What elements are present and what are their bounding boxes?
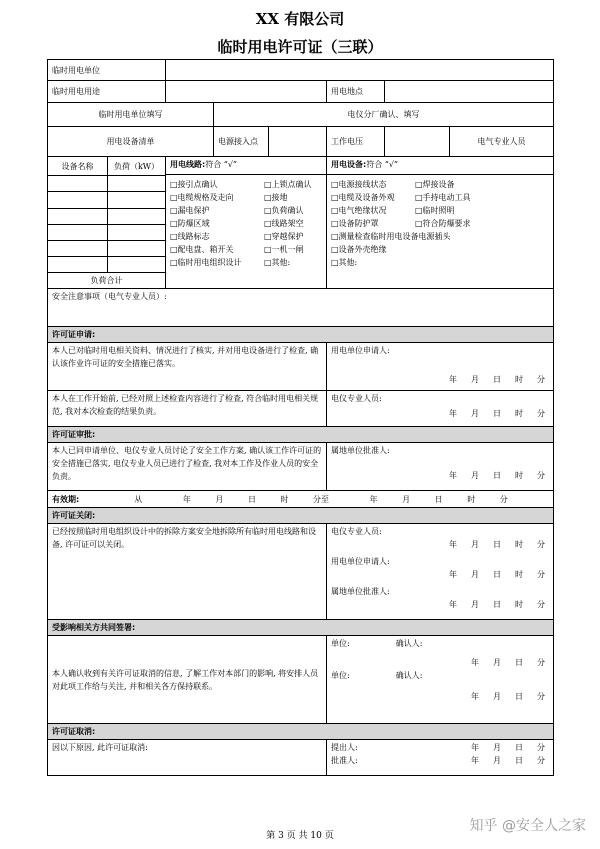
label-equip-load: 负荷（kW） xyxy=(108,157,166,176)
affected-confirm-label: 确认人: xyxy=(395,671,423,680)
device-check-item[interactable]: □电气绝缘状况 xyxy=(331,206,387,215)
section-apply: 许可证申请: xyxy=(48,327,554,343)
line-title: 用电线路: xyxy=(170,160,206,169)
equip-name-cell[interactable] xyxy=(48,176,108,192)
label-power-point: 电源接入点 xyxy=(214,127,269,157)
apply-sign-1[interactable] xyxy=(327,343,554,391)
label-voltage: 工作电压 xyxy=(327,127,385,157)
date-line: 年 月 日 分 xyxy=(471,756,545,765)
device-check-item[interactable]: □设备外壳绝缘 xyxy=(331,245,387,254)
approver-label: 属地单位批准人: xyxy=(331,446,390,455)
apply-signer-label: 用电单位申请人: xyxy=(331,346,390,355)
line-check-item[interactable]: □临时用电组织设计 xyxy=(170,258,242,267)
section-affected: 受影响相关方共同签署: xyxy=(48,620,554,636)
date-line: 年 月 日 分 xyxy=(471,743,545,752)
label-unit: 临时用电单位 xyxy=(48,60,166,81)
safety-notes[interactable]: 安全注意事项（电气专业人员）: xyxy=(48,289,554,327)
device-check-item[interactable]: □焊接设备 xyxy=(415,180,455,189)
line-check-item[interactable]: □防爆区域 xyxy=(170,219,210,228)
device-check-item[interactable]: □电源接线状态 xyxy=(331,180,387,189)
permit-form xyxy=(47,59,554,776)
label-purpose: 临时用电用途 xyxy=(48,81,166,103)
line-check-item[interactable]: □其他: xyxy=(264,258,291,267)
equip-name-cell[interactable] xyxy=(48,225,108,241)
date-line: 年 月 日 时 分 xyxy=(449,375,545,384)
close-signer-1: 电仪专业人员: xyxy=(331,527,382,536)
line-check-item[interactable]: □上锁点确认 xyxy=(264,180,312,189)
field-purpose[interactable] xyxy=(166,81,327,103)
line-check-item[interactable]: □线路架空 xyxy=(264,219,304,228)
approve-statement: 本人已同申请单位、电仪专业人员讨论了安全工作方案, 确认该工作许可证的安全措施已落实, 电仪专业人员已进行了检查, 我对本工作及作业人员的安全负责。 xyxy=(48,443,327,491)
apply-statement-1: 本人已对临时用电相关资料、情况进行了核实, 并对用电设备进行了检查, 确认该作业许可证的安全措施已落实。 xyxy=(48,343,327,391)
validity-to: 分至 xyxy=(313,494,330,504)
line-check-item[interactable]: □一机一闸 xyxy=(264,245,304,254)
cancel-reason[interactable]: 因以下原因, 此许可证取消: xyxy=(48,740,327,776)
date-line: 年 月 日 时 分 xyxy=(449,471,545,480)
affected-unit-label: 单位: xyxy=(331,639,350,648)
field-unit[interactable] xyxy=(166,60,554,81)
line-check-item[interactable]: □负荷确认 xyxy=(264,206,304,215)
affected-statement: 本人确认收到有关许可证取消的信息, 了解工作对本部门的影响, 将安排人员对此项工作给与关注, 并和相关各方保持联系。 xyxy=(48,636,327,724)
affected-unit-label: 单位: xyxy=(331,671,350,680)
field-voltage[interactable] xyxy=(385,127,450,157)
apply-sign-2[interactable] xyxy=(327,391,554,427)
device-check-item[interactable]: □其他: xyxy=(331,258,358,267)
close-signatures[interactable] xyxy=(327,524,554,620)
section-cancel: 许可证取消: xyxy=(48,724,554,740)
line-check-item[interactable]: □线路标志 xyxy=(170,232,210,241)
device-check-item[interactable]: □设备防护罩 xyxy=(331,219,379,228)
date-line: 年 月 日 时 分 xyxy=(449,570,545,579)
proposer-label: 提出人: xyxy=(331,743,358,752)
device-check-item[interactable]: □临时照明 xyxy=(415,206,455,215)
equip-load-cell[interactable] xyxy=(108,176,166,192)
device-check-item[interactable]: □手持电动工具 xyxy=(415,193,471,202)
date-line: 年 月 日 时 分 xyxy=(449,409,545,418)
cancel-signatures[interactable] xyxy=(327,740,554,776)
validity-from: 从 xyxy=(134,494,143,504)
equip-load-cell[interactable] xyxy=(108,225,166,241)
date-line: 年 月 日 分 xyxy=(471,658,545,667)
device-check-item[interactable]: □电缆及设备外观 xyxy=(331,193,395,202)
electrician-signer-label: 电仪专业人员: xyxy=(331,394,382,403)
equip-name-cell[interactable] xyxy=(48,209,108,225)
watermark: 知乎 @安全人之家 xyxy=(469,818,586,834)
date-line: 年 月 日 时 分 xyxy=(449,540,545,549)
document-title: 临时用电许可证（三联） xyxy=(217,38,383,56)
label-equip-name: 设备名称 xyxy=(48,157,108,176)
label-electrician: 电气专业人员 xyxy=(450,127,554,157)
line-checklist xyxy=(166,157,327,289)
section-close: 许可证关闭: xyxy=(48,508,554,524)
equip-load-cell[interactable] xyxy=(108,192,166,209)
equip-name-cell[interactable] xyxy=(48,241,108,257)
page-footer: 第 3 页 共 10 页 xyxy=(266,831,334,841)
line-check-item[interactable]: □接地 xyxy=(264,193,288,202)
validity-label: 有效期: xyxy=(52,494,80,504)
device-check-item[interactable]: □符合防爆要求 xyxy=(415,219,471,228)
line-check-item[interactable]: □配电盘、箱开关 xyxy=(170,245,234,254)
date-line: 年 月 日 时 分 xyxy=(449,600,545,609)
line-title-rest: 符合 “√” xyxy=(205,160,238,169)
equip-load-cell[interactable] xyxy=(108,209,166,225)
line-check-item[interactable]: □漏电保护 xyxy=(170,206,210,215)
device-check-item[interactable]: □测量检查临时用电设备电源插头 xyxy=(331,232,451,241)
date-line: 年 月 日 分 xyxy=(471,692,545,701)
approve-sign[interactable] xyxy=(327,443,554,491)
label-dept-fill: 电仪分厂确认、填写 xyxy=(214,103,554,127)
field-power-point[interactable] xyxy=(269,127,327,157)
device-checklist xyxy=(327,157,554,289)
close-statement: 已经按照临时用电组织设计中的拆除方案安全地拆除所有临时用电线路和设备, 许可证可以关闭。 xyxy=(48,524,327,620)
label-location: 用电地点 xyxy=(327,81,385,103)
equip-load-cell[interactable] xyxy=(108,257,166,273)
validity-row[interactable]: 有效期: 从 年 月 日 时 分至 年 月 日 时 分 xyxy=(48,491,554,508)
label-load-total: 负荷合计 xyxy=(48,273,166,289)
close-signer-2: 用电单位申请人: xyxy=(331,557,390,566)
apply-statement-2: 本人在工作开始前, 已经对照上述检查内容进行了检查, 符合临时用电相关规范, 我对本次检查的结果负责。 xyxy=(48,391,327,427)
equip-name-cell[interactable] xyxy=(48,257,108,273)
line-check-item[interactable]: □接引点确认 xyxy=(170,180,218,189)
affected-signatures[interactable] xyxy=(327,636,554,724)
label-equip-list: 用电设备清单 xyxy=(48,127,214,157)
label-unit-fill: 临时用电单位填写 xyxy=(48,103,214,127)
affected-confirm-label: 确认人: xyxy=(395,639,423,648)
company-title: XX 有限公司 xyxy=(255,10,345,28)
section-approve: 许可证审批: xyxy=(48,427,554,443)
field-location[interactable] xyxy=(385,81,554,103)
device-title: 用电设备: xyxy=(331,160,367,169)
line-check-item[interactable]: □电缆规格及走向 xyxy=(170,193,234,202)
line-check-item[interactable]: □穿越保护 xyxy=(264,232,304,241)
equip-load-cell[interactable] xyxy=(108,241,166,257)
approver-label: 批准人: xyxy=(331,756,358,765)
device-title-rest: 符合 “√” xyxy=(366,160,399,169)
equip-name-cell[interactable] xyxy=(48,192,108,209)
close-signer-3: 属地单位批准人: xyxy=(331,587,390,596)
